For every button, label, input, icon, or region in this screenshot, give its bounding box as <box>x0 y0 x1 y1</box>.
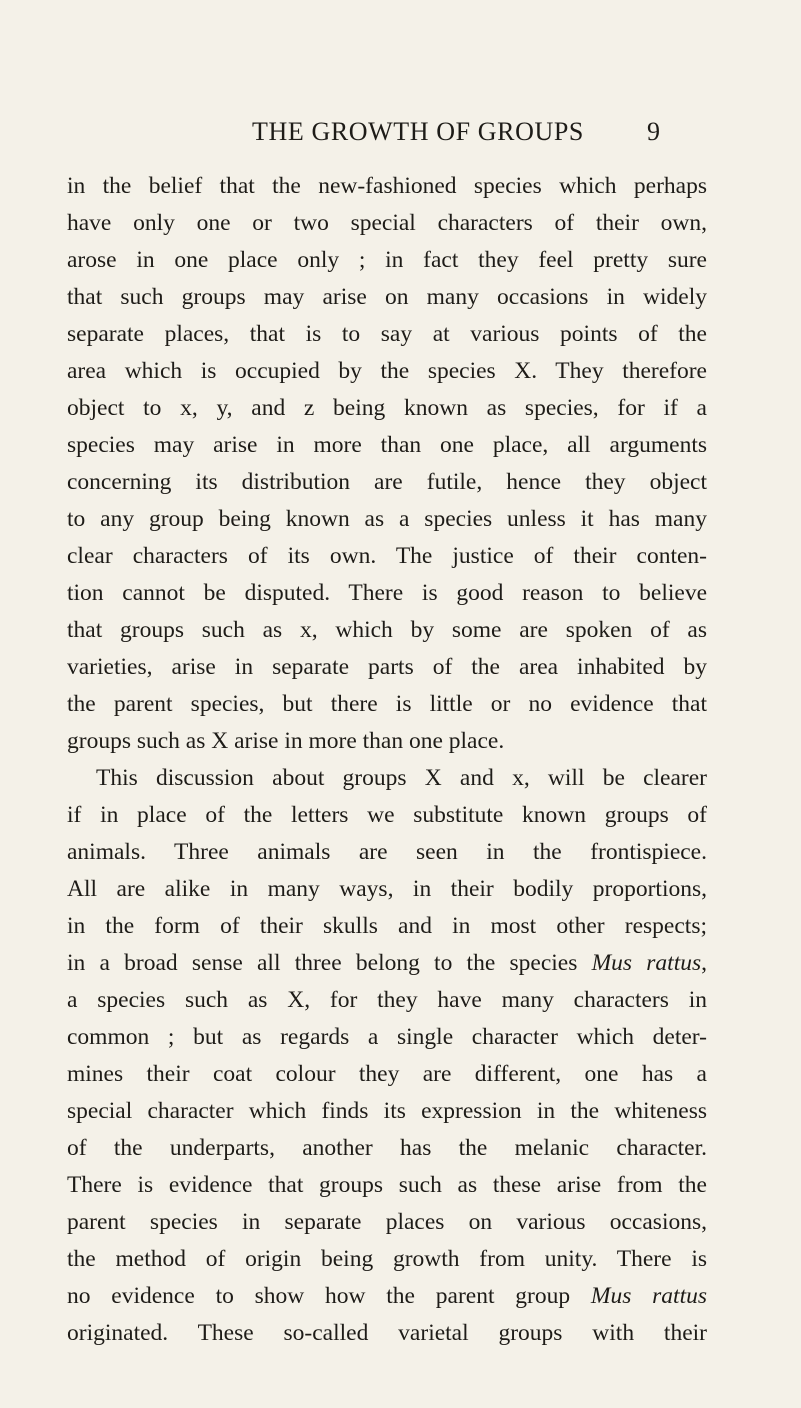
text-run: , <box>701 950 707 976</box>
text-line <box>67 1281 707 1318</box>
text-line: parent species in separate places on various occasions, <box>67 1209 707 1235</box>
text-line: special character which finds its expression in the whiteness <box>67 1098 707 1124</box>
text-line: in the belief that the new-fashioned species which perhaps <box>67 173 707 199</box>
text-line <box>67 948 707 985</box>
text-line: This discussion about groups X and x, will be clearer <box>96 765 707 791</box>
text-line: All are alike in many ways, in their bodily proportions, <box>67 876 707 902</box>
text-run: in a broad sense all three belong to the species <box>67 950 578 976</box>
text-run: no evidence to show how the parent group <box>67 1283 571 1309</box>
text-line: have only one or two special characters of their own, <box>67 210 707 236</box>
running-title: THE GROWTH OF GROUPS <box>252 117 584 146</box>
text-line: mines their coat colour they are different, one has a <box>67 1061 707 1087</box>
text-line: varieties, arise in separate parts of the area inhabited by <box>67 654 707 680</box>
text-line: if in place of the letters we substitute known groups of <box>67 802 707 828</box>
species-name: Mus rattus <box>590 1283 708 1309</box>
text-line: the method of origin being growth from unity. There is <box>67 1246 707 1272</box>
text-line: to any group being known as a species unless it has many <box>67 506 707 532</box>
text-line: arose in one place only ; in fact they feel pretty sure <box>67 247 707 273</box>
text-line: in the form of their skulls and in most other respects; <box>67 913 707 939</box>
text-line: groups such as X arise in more than one place. <box>67 728 505 754</box>
text-line: area which is occupied by the species X. They therefore <box>67 358 707 384</box>
text-line: a species such as X, for they have many characters in <box>67 987 707 1013</box>
text-line: that groups such as x, which by some are spoken of as <box>67 617 707 643</box>
text-line: originated. These so-called varietal groups with their <box>67 1320 707 1346</box>
species-name: Mus rattus <box>591 950 702 976</box>
running-head <box>0 117 801 151</box>
text-line: animals. Three animals are seen in the frontispiece. <box>67 839 707 865</box>
text-line: object to x, y, and z being known as species, for if a <box>67 395 707 421</box>
text-line: that such groups may arise on many occasions in widely <box>67 284 707 310</box>
text-line: clear characters of its own. The justice of their conten- <box>67 543 707 569</box>
text-line: separate places, that is to say at various points of the <box>67 321 707 347</box>
text-line: There is evidence that groups such as these arise from the <box>67 1172 707 1198</box>
text-line: of the underparts, another has the melanic character. <box>67 1135 707 1161</box>
page-number: 9 <box>647 117 660 146</box>
text-line: concerning its distribution are futile, hence they object <box>67 469 707 495</box>
text-line: common ; but as regards a single character which deter- <box>67 1024 707 1050</box>
text-line: tion cannot be disputed. There is good reason to believe <box>67 580 707 606</box>
text-line: species may arise in more than one place, all arguments <box>67 432 707 458</box>
body-text <box>67 171 707 1355</box>
text-line: the parent species, but there is little or no evidence that <box>67 691 707 717</box>
